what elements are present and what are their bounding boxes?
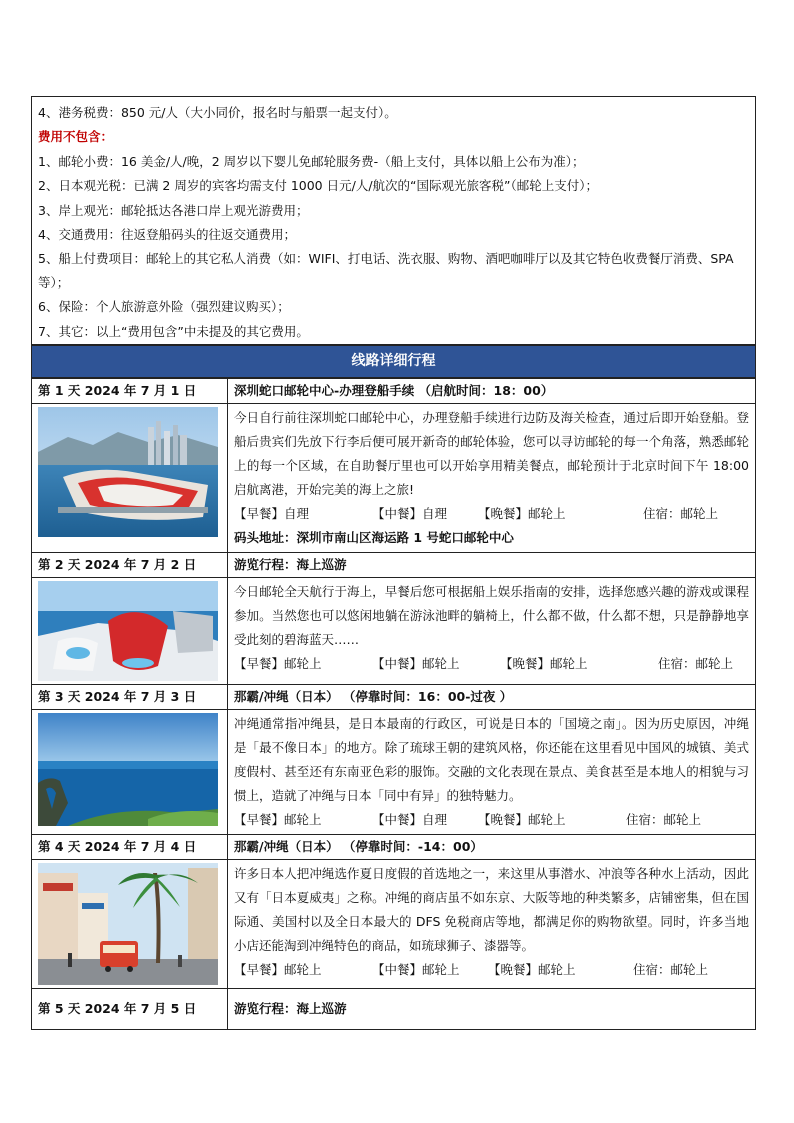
excluded-item: 4、交通费用：往返登船码头的往返交通费用； bbox=[38, 227, 296, 243]
day-label: 第 5 天 2024 年 7 月 5 日 bbox=[32, 989, 228, 1030]
day-title: 那霸/冲绳（日本） （停靠时间：16：00-过夜 ） bbox=[228, 685, 756, 710]
okinawa-coast-photo bbox=[38, 713, 218, 826]
day-image-cell bbox=[32, 404, 228, 553]
day-content-row bbox=[32, 404, 756, 553]
meals-row bbox=[234, 808, 749, 832]
fee-item: 4、港务税费：850 元/人（大小同价，报名时与船票一起支付）。 bbox=[38, 105, 397, 120]
excluded-heading: 费用不包含： bbox=[38, 129, 114, 145]
day-header-row bbox=[32, 685, 756, 710]
lunch: 【中餐】邮轮上 bbox=[372, 962, 460, 978]
dinner: 【晚餐】邮轮上 bbox=[478, 812, 566, 828]
breakfast: 【早餐】自理 bbox=[234, 506, 310, 522]
lodging: 住宿：邮轮上 bbox=[626, 812, 702, 828]
lodging: 住宿：邮轮上 bbox=[658, 656, 734, 672]
lunch: 【中餐】自理 bbox=[372, 506, 448, 522]
excluded-item: 6、保险：个人旅游意外险（强烈建议购买）； bbox=[38, 299, 290, 315]
day-description-cell bbox=[228, 578, 756, 685]
section-title: 线路详细行程 bbox=[31, 344, 756, 378]
day-description-cell bbox=[228, 860, 756, 989]
day-header-row bbox=[32, 379, 756, 404]
day-description-cell bbox=[228, 710, 756, 835]
day-header-row bbox=[32, 835, 756, 860]
day-header-row bbox=[32, 989, 756, 1030]
meals-row bbox=[234, 958, 749, 982]
day-image-cell bbox=[32, 710, 228, 835]
meals-row bbox=[234, 652, 749, 676]
day-description: 许多日本人把冲绳选作夏日度假的首选地之一，来这里从事潜水、冲浪等各种水上活动，因此又有「日本夏威夷」之称。冲绳的商店虽不如东京、大阪等地的种类繁多，店铺密集，但在国际通、美国村以及全日本最大的 DFS 免税商店等地，都满足你的购物欲望。同时，许多当地小店还能淘到冲绳特色的商品，如琉球狮子、漆器等。 bbox=[234, 866, 749, 954]
dinner: 【晚餐】邮轮上 bbox=[488, 962, 576, 978]
itinerary-table bbox=[31, 378, 756, 1030]
excluded-item: 2、日本观光税：已满 2 周岁的宾客均需支付 1000 日元/人/航次的“国际观光旅客税”（邮轮上支付）； bbox=[38, 178, 598, 194]
breakfast: 【早餐】邮轮上 bbox=[234, 812, 322, 828]
itinerary-page bbox=[31, 96, 756, 1030]
day-label: 第 1 天 2024 年 7 月 1 日 bbox=[32, 379, 228, 404]
day-description-cell bbox=[228, 404, 756, 553]
port-address: 码头地址：深圳市南山区海运路 1 号蛇口邮轮中心 bbox=[234, 530, 514, 546]
day-header-row bbox=[32, 553, 756, 578]
shekou-port-photo bbox=[38, 407, 218, 537]
cruise-deck-photo bbox=[38, 581, 218, 681]
excluded-item: 3、岸上观光：邮轮抵达各港口岸上观光游费用； bbox=[38, 202, 309, 218]
day-content-row bbox=[32, 710, 756, 835]
day-label: 第 2 天 2024 年 7 月 2 日 bbox=[32, 553, 228, 578]
excluded-item: 5、船上付费项目：邮轮上的其它私人消费（如：WIFI、打电话、洗衣服、购物、酒吧咖啡厅以及其它特色收费餐厅消费、SPA 等）； bbox=[38, 251, 734, 291]
day-title: 深圳蛇口邮轮中心-办理登船手续 （启航时间：18：00） bbox=[228, 379, 756, 404]
day-title: 游览行程：海上巡游 bbox=[228, 989, 756, 1030]
lodging: 住宿：邮轮上 bbox=[643, 506, 719, 522]
lodging: 住宿：邮轮上 bbox=[633, 962, 709, 978]
day-title: 那霸/冲绳（日本） （停靠时间：-14：00） bbox=[228, 835, 756, 860]
fee-notes bbox=[31, 96, 756, 344]
day-image-cell bbox=[32, 578, 228, 685]
day-description: 今日邮轮全天航行于海上，早餐后您可根据船上娱乐指南的安排，选择您感兴趣的游戏或课程参加。当然您也可以悠闲地躺在游泳池畔的躺椅上，什么都不做，什么都不想，只是静静地享受此刻的碧海蓝天…… bbox=[234, 584, 749, 648]
day-content-row bbox=[32, 860, 756, 989]
excluded-item: 1、邮轮小费：16 美金/人/晚，2 周岁以下婴儿免邮轮服务费-（船上支付，具体以船上公布为准）； bbox=[38, 153, 585, 169]
day-label: 第 4 天 2024 年 7 月 4 日 bbox=[32, 835, 228, 860]
excluded-item: 7、其它：以上“费用包含”中未提及的其它费用。 bbox=[38, 323, 309, 339]
lunch: 【中餐】邮轮上 bbox=[372, 656, 460, 672]
day-content-row bbox=[32, 578, 756, 685]
lunch: 【中餐】自理 bbox=[372, 812, 448, 828]
day-description: 今日自行前往深圳蛇口邮轮中心，办理登船手续进行边防及海关检查，通过后即开始登船。登船后贵宾们先放下行李后便可展开新奇的邮轮体验，您可以寻访邮轮的每一个角落，熟悉邮轮上的每一个区域，在自助餐厅里也可以开始享用精美餐点，邮轮预计于北京时间下午 18:00 启航离港，开始完美的海上之旅! bbox=[234, 410, 749, 498]
day-image-cell bbox=[32, 860, 228, 989]
day-label: 第 3 天 2024 年 7 月 3 日 bbox=[32, 685, 228, 710]
meals-row bbox=[234, 502, 749, 526]
breakfast: 【早餐】邮轮上 bbox=[234, 962, 322, 978]
dinner: 【晚餐】邮轮上 bbox=[500, 656, 588, 672]
day-title: 游览行程：海上巡游 bbox=[228, 553, 756, 578]
okinawa-street-photo bbox=[38, 863, 218, 985]
breakfast: 【早餐】邮轮上 bbox=[234, 656, 322, 672]
day-description: 冲绳通常指冲绳县，是日本最南的行政区，可说是日本的「国境之南」。因为历史原因，冲绳是「最不像日本」的地方。除了琉球王朝的建筑风格，你还能在这里看见中国风的城镇、美式度假村、甚至还有东南亚色彩的服饰。交融的文化表现在景点、美食甚至是本地人的相貌与习惯上，造就了冲绳与日本「同中有异」的独特魅力。 bbox=[234, 716, 749, 804]
dinner: 【晚餐】邮轮上 bbox=[478, 506, 566, 522]
